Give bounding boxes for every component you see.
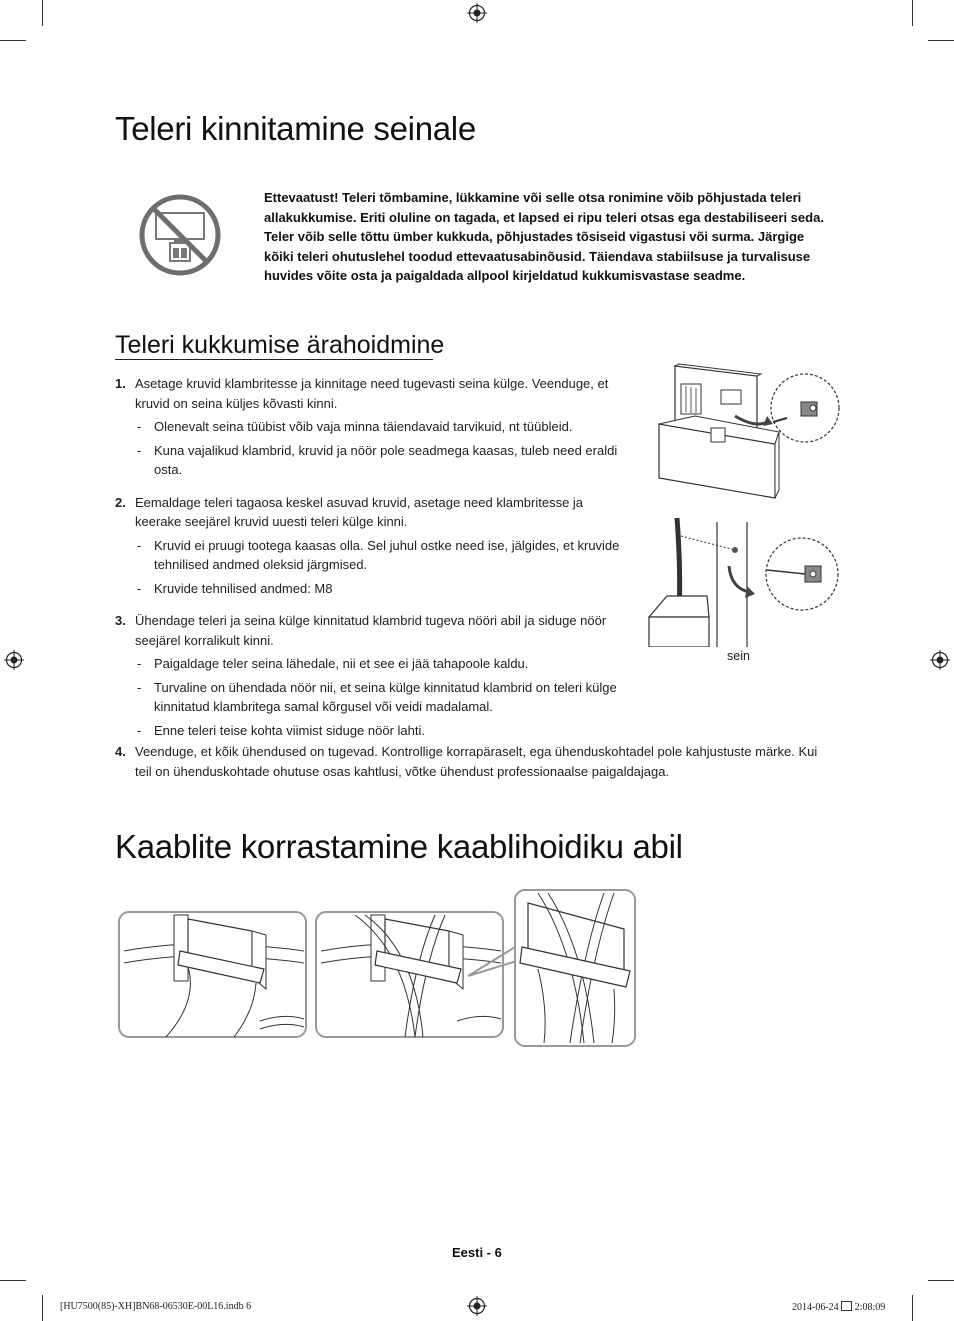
- step-subitem-text: Paigaldage teler seina lähedale, nii et see ei jää tahapoole kaldu.: [154, 656, 529, 671]
- step-number: 1.: [115, 376, 126, 391]
- subsection-title: Teleri kukkumise ärahoidmine: [115, 331, 445, 359]
- crop-mark: [928, 1280, 954, 1281]
- crop-mark: [0, 1280, 26, 1281]
- step-subitem: - Kuna vajalikud klambrid, kruvid ja nöör pole seadmega kaasas, tuleb need eraldi osta.: [137, 442, 618, 477]
- step-text: Ühendage teleri ja seina külge kinnitatud klambrid tugeva nööri abil ja siduge nöör seejärel korralikult kinni.: [135, 613, 607, 648]
- steps-list: [115, 374, 625, 740]
- step-subitem: - Paigaldage teler seina lähedale, nii et see ei jää tahapoole kaldu.: [137, 656, 529, 671]
- registration-mark-icon: [930, 650, 950, 670]
- step-subitem: - Enne teleri teise kohta viimist siduge nöör lahti.: [137, 722, 425, 738]
- step-subitem-text: Kuna vajalikud klambrid, kruvid ja nöör pole seadmega kaasas, tuleb need eraldi osta.: [154, 442, 618, 477]
- section-title: Kaablite korrastamine kaablihoidiku abil: [115, 828, 683, 865]
- footer-file: [HU7500(85)-XH]BN68-06530E-00L16.indb 6: [60, 1301, 252, 1312]
- registration-mark-icon: [4, 650, 24, 670]
- step-text: Asetage kruvid klambritesse ja kinnitage need tugevasti seina külge. Veenduge, et kruvid on seina küljes kõvasti kinni.: [135, 376, 609, 411]
- step-subitem-text: Turvaline on ühendada nöör nii, et seina külge kinnitatud klambrid on teleri külge kinnitatud klambritega samal kõrgusel või veidi madalamal.: [154, 679, 617, 714]
- registration-mark-icon: [467, 3, 487, 23]
- step-subitem-text: Kruvide tehnilised andmed: M8: [154, 580, 333, 596]
- step-text: Veenduge, et kõik ühendused on tugevad. Kontrollige korrapäraselt, ega ühenduskohtadel pole kahjustuste märke. Kui teil on ühenduskohtade ohutuse osas kahtlusi, võtke ühendust professionaalse paigaldajaga.: [135, 744, 818, 779]
- crop-mark: [912, 0, 913, 26]
- step-subitem: - Kruvide tehnilised andmed: M8: [137, 580, 333, 596]
- subsection-title-underline: [115, 359, 433, 360]
- step-subitem: - Kruvid ei pruugi tootega kaasas olla. Sel juhul ostke need ise, jälgides, et kruvide tehnilised andmed oleksid järgmised.: [137, 537, 620, 572]
- crop-mark: [912, 1295, 913, 1321]
- tv-wall-illustration: [645, 512, 845, 647]
- step-subitem: - Olenevalt seina tüübist võib vaja minna täiendavaid tarvikuid, nt tüübleid.: [137, 419, 573, 434]
- tv-bracket-illustration: [655, 362, 845, 502]
- crop-mark: [0, 40, 26, 41]
- warning-text: Ettevaatust! Teleri tõmbamine, lükkamine või selle otsa ronimine võib põhjustada teleri allakukkumise. Eriti oluline on tagada, et lapsed ei ripu teleri otsas ega destabiliseeri seda. Teler võib selle tõttu ümber kukkuda, põhjustades tõsiseid vigastusi või surma. Järgige kõiki teleri ohutuslehel toodud ettevaatusabinõusid. Täiendava stabiilsuse ja turvalisuse huvides võite osta ja paigaldada allpool kirjeldatud kukkumisvastase seadme.: [264, 190, 824, 283]
- step-text: Eemaldage teleri tagaosa keskel asuvad kruvid, asetage need klambritesse ja keerake seejärel kruvid uuesti teleri külge kinni.: [135, 494, 584, 529]
- step-subitem-text: Olenevalt seina tüübist võib vaja minna täiendavaid tarvikuid, nt tüübleid.: [154, 419, 573, 434]
- footer-date: 2014-06-24 2:08:09: [792, 1302, 886, 1313]
- step-item: [115, 374, 625, 413]
- cable-holder-illustration-1: [118, 911, 307, 1038]
- crop-mark: [42, 0, 43, 26]
- step-number: 2.: [115, 494, 126, 510]
- crop-mark: [928, 40, 954, 41]
- crop-mark: [42, 1295, 43, 1321]
- section-title: Teleri kinnitamine seinale: [115, 110, 476, 147]
- step-subitem-text: Enne teleri teise kohta viimist siduge nöör lahti.: [154, 722, 425, 738]
- wall-label: sein: [727, 649, 750, 663]
- step-item: [115, 493, 625, 532]
- step-number: 4.: [115, 744, 126, 759]
- step-subitem-text: Kruvid ei pruugi tootega kaasas olla. Sel juhul ostke need ise, jälgides, et kruvide tehnilised andmed oleksid järgmised.: [154, 537, 620, 572]
- no-climbing-tv-icon: [138, 193, 222, 277]
- step-subitem: - Turvaline on ühendada nöör nii, et seina külge kinnitatud klambrid on teleri külge kinnitatud klambritega samal kõrgusel või veidi madalamal.: [137, 679, 617, 714]
- page-number: Eesti - 6: [452, 1245, 502, 1260]
- step-item: [115, 742, 835, 781]
- registration-mark-icon: [467, 1296, 487, 1316]
- step-item: [115, 611, 625, 650]
- step-number: 3.: [115, 613, 126, 628]
- cable-holder-detail: [514, 889, 636, 1047]
